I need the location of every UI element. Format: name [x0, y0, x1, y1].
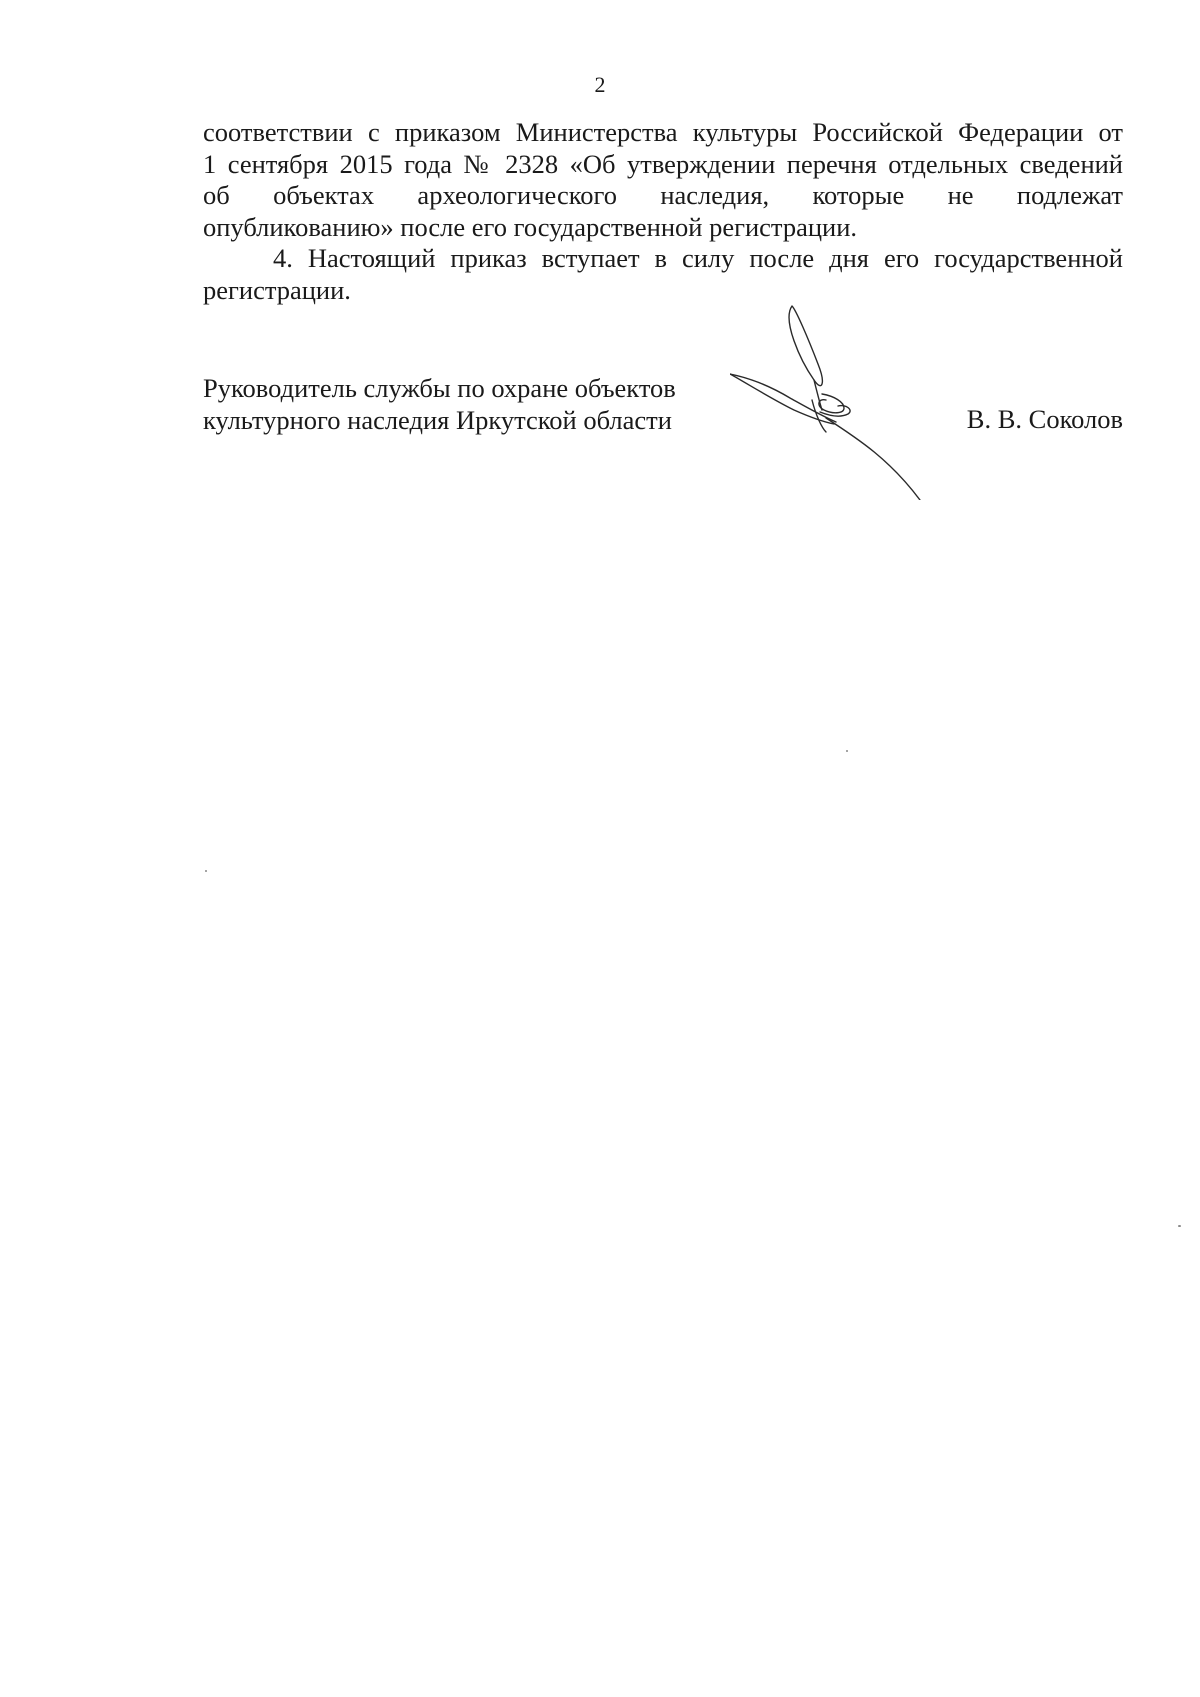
text-line: регистрации. [203, 274, 351, 305]
signer-title-line: культурного наследия Иркутской области [203, 404, 672, 435]
text-line: 4. Настоящий приказ вступает в силу после дня его государственной [273, 243, 1123, 273]
text-line: соответствии с приказом Министерства культуры Российской Федерации от [203, 117, 1123, 147]
scan-speck [1178, 1225, 1181, 1227]
handwritten-signature [730, 300, 950, 500]
scan-speck [205, 870, 207, 872]
document-body [203, 117, 1123, 306]
paragraph-item-4 [203, 243, 1123, 306]
text-line: 1 сентября 2015 года № 2328 «Об утверждении перечня отдельных сведений [203, 148, 1123, 179]
text-line: об объектах археологического наследия, которые не подлежат [203, 180, 1123, 210]
paragraph-continuation [203, 117, 1123, 243]
text-line: опубликованию» после его государственной регистрации. [203, 211, 858, 242]
page-number: 2 [594, 72, 606, 97]
signer-title [203, 373, 676, 436]
scan-speck [846, 750, 848, 752]
signer-name: В. В. Соколов [966, 404, 1123, 434]
signer-title-line: Руководитель службы по охране объектов [203, 373, 676, 403]
